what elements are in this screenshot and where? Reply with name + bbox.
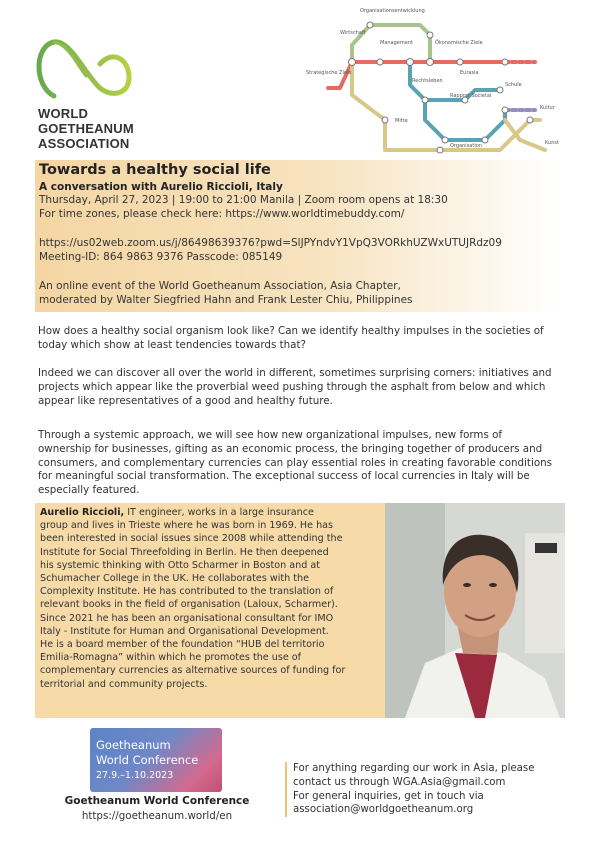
metro-station-label: Rapport Societal [450, 93, 492, 99]
speaker-photo [385, 503, 565, 718]
contact-line: For general inquiries, get in touch via [293, 790, 484, 802]
metro-station-label: Schule [505, 82, 522, 88]
intro-paragraph-2: Indeed we can discover all over the world in different, sometimes surprising corners: initiatives and projects which appear like the proverbial weed pushing through the asphalt from below and which appear like representatives of a good and healthy future. [38, 367, 552, 407]
metro-lines [300, 0, 590, 160]
contact-info [285, 762, 573, 817]
metro-station-label: Rechtsleben [412, 78, 443, 84]
conference-url[interactable]: https://goetheanum.world/en [81, 810, 233, 822]
bio-line: territorial and community projects. [40, 678, 208, 690]
logo-line-1: WORLD [38, 106, 89, 121]
meeting-id: Meeting-ID: 864 9863 9376 Passcode: 085149 [39, 251, 283, 263]
bio-line: He is a board member of the foundation “HUB del territorio [40, 639, 325, 651]
intro-paragraph-3: Through a systemic approach, we will see how new organizational impulses, new forms of ownership for businesses, gifting as an economic process, the bringing together of producers and consumers, and complementary currencies can play essential roles in creating favorable conditions for meaningful social transformation. The exceptional success of local currencies in Italy will be especially featured. [38, 429, 553, 497]
contact-line: For anything regarding our work in Asia, please [293, 763, 535, 774]
contact-email-general[interactable]: association@worldgoetheanum.org [293, 804, 474, 816]
event-title: Towards a healthy social life [39, 162, 271, 178]
metro-map-diagram [300, 0, 590, 160]
bio-line: IT engineer, works in a large insurance [124, 507, 314, 518]
metro-station-label: Ökonomische Ziele [435, 40, 483, 46]
conference-logo[interactable] [90, 728, 222, 792]
zoom-link[interactable]: https://us02web.zoom.us/j/86498639376?pwd=SlJPYndvY1VpQ3VORkhUZWxUTUJRdz09 [39, 237, 502, 249]
bio-line: Since 2021 he has been an organisational consultant for IMO [40, 612, 334, 624]
bio-line: his systemic thinking with Otto Scharmer in Boston and at [40, 559, 320, 571]
conference-logo-line-1: Goetheanum [96, 738, 171, 752]
event-subtitle: A conversation with Aurelio Riccioli, Italy [39, 181, 283, 193]
speaker-name: Aurelio Riccioli, [40, 507, 125, 518]
intro-paragraph-1: How does a healthy social organism look like? Can we identify healthy impulses in the societies of today which show at least tendencies towards that? [38, 325, 544, 351]
metro-station-label: Organisationsentwicklung [360, 8, 425, 14]
metro-station-label: Kunst [545, 140, 559, 146]
bio-line: Institute for Social Threefolding in Berlin. He then deepened [40, 546, 329, 558]
logo-line-2: GOETHEANUM [38, 121, 134, 136]
metro-station-label: Strategische Ziele [306, 70, 352, 76]
metro-station-label: Kultur [540, 105, 555, 111]
wga-logo [34, 36, 134, 156]
metro-station-label: Eurasia [460, 70, 479, 76]
conference-logo-line-2: World Conference [96, 753, 199, 767]
metro-station-label: Organisation [450, 143, 482, 149]
speaker-bio [35, 503, 385, 718]
bio-line: Schumacher College in the UK. He collaborates with the [40, 573, 310, 585]
bio-line: complementary currencies as alternative sources of funding for [40, 665, 346, 677]
metro-station-label: Management [380, 40, 413, 46]
timezone-link[interactable]: For time zones, please check here: https://www.worldtimebuddy.com/ [39, 208, 405, 220]
event-organizer: An online event of the World Goetheanum Association, Asia Chapter, [39, 280, 401, 292]
event-schedule: Thursday, April 27, 2023 | 19:00 to 21:00 Manila | Zoom room opens at 18:30 [39, 194, 448, 206]
conference-title: Goetheanum World Conference [64, 795, 250, 807]
bio-line: group and lives in Trieste where he was born in 1969. He has [40, 520, 334, 532]
metro-station-label: Wirtschaft [340, 30, 366, 36]
logo-line-3: ASSOCIATION [38, 136, 130, 151]
event-header [35, 160, 560, 312]
event-moderators: moderated by Walter Siegfried Hahn and Frank Lester Chiu, Philippines [39, 294, 413, 306]
bio-line: Emilia-Romagna” within which he promotes the use of [40, 652, 302, 664]
conference-dates: 27.9.–1.10.2023 [96, 770, 174, 781]
metro-station-label: Mitte [395, 118, 408, 124]
infinity-logo-icon [34, 36, 134, 106]
bio-line: relevant books in the field of organisation (Laloux, Scharmer). [40, 599, 338, 611]
bio-line: Italy - Institute for Human and Organisational Development. [40, 625, 329, 637]
contact-email-asia[interactable]: contact us through WGA.Asia@gmail.com [293, 776, 506, 788]
bio-line: been interested in social issues since 2008 while attending the [40, 533, 343, 545]
bio-line: Complexity Institute. He has contributed to the translation of [40, 586, 334, 598]
